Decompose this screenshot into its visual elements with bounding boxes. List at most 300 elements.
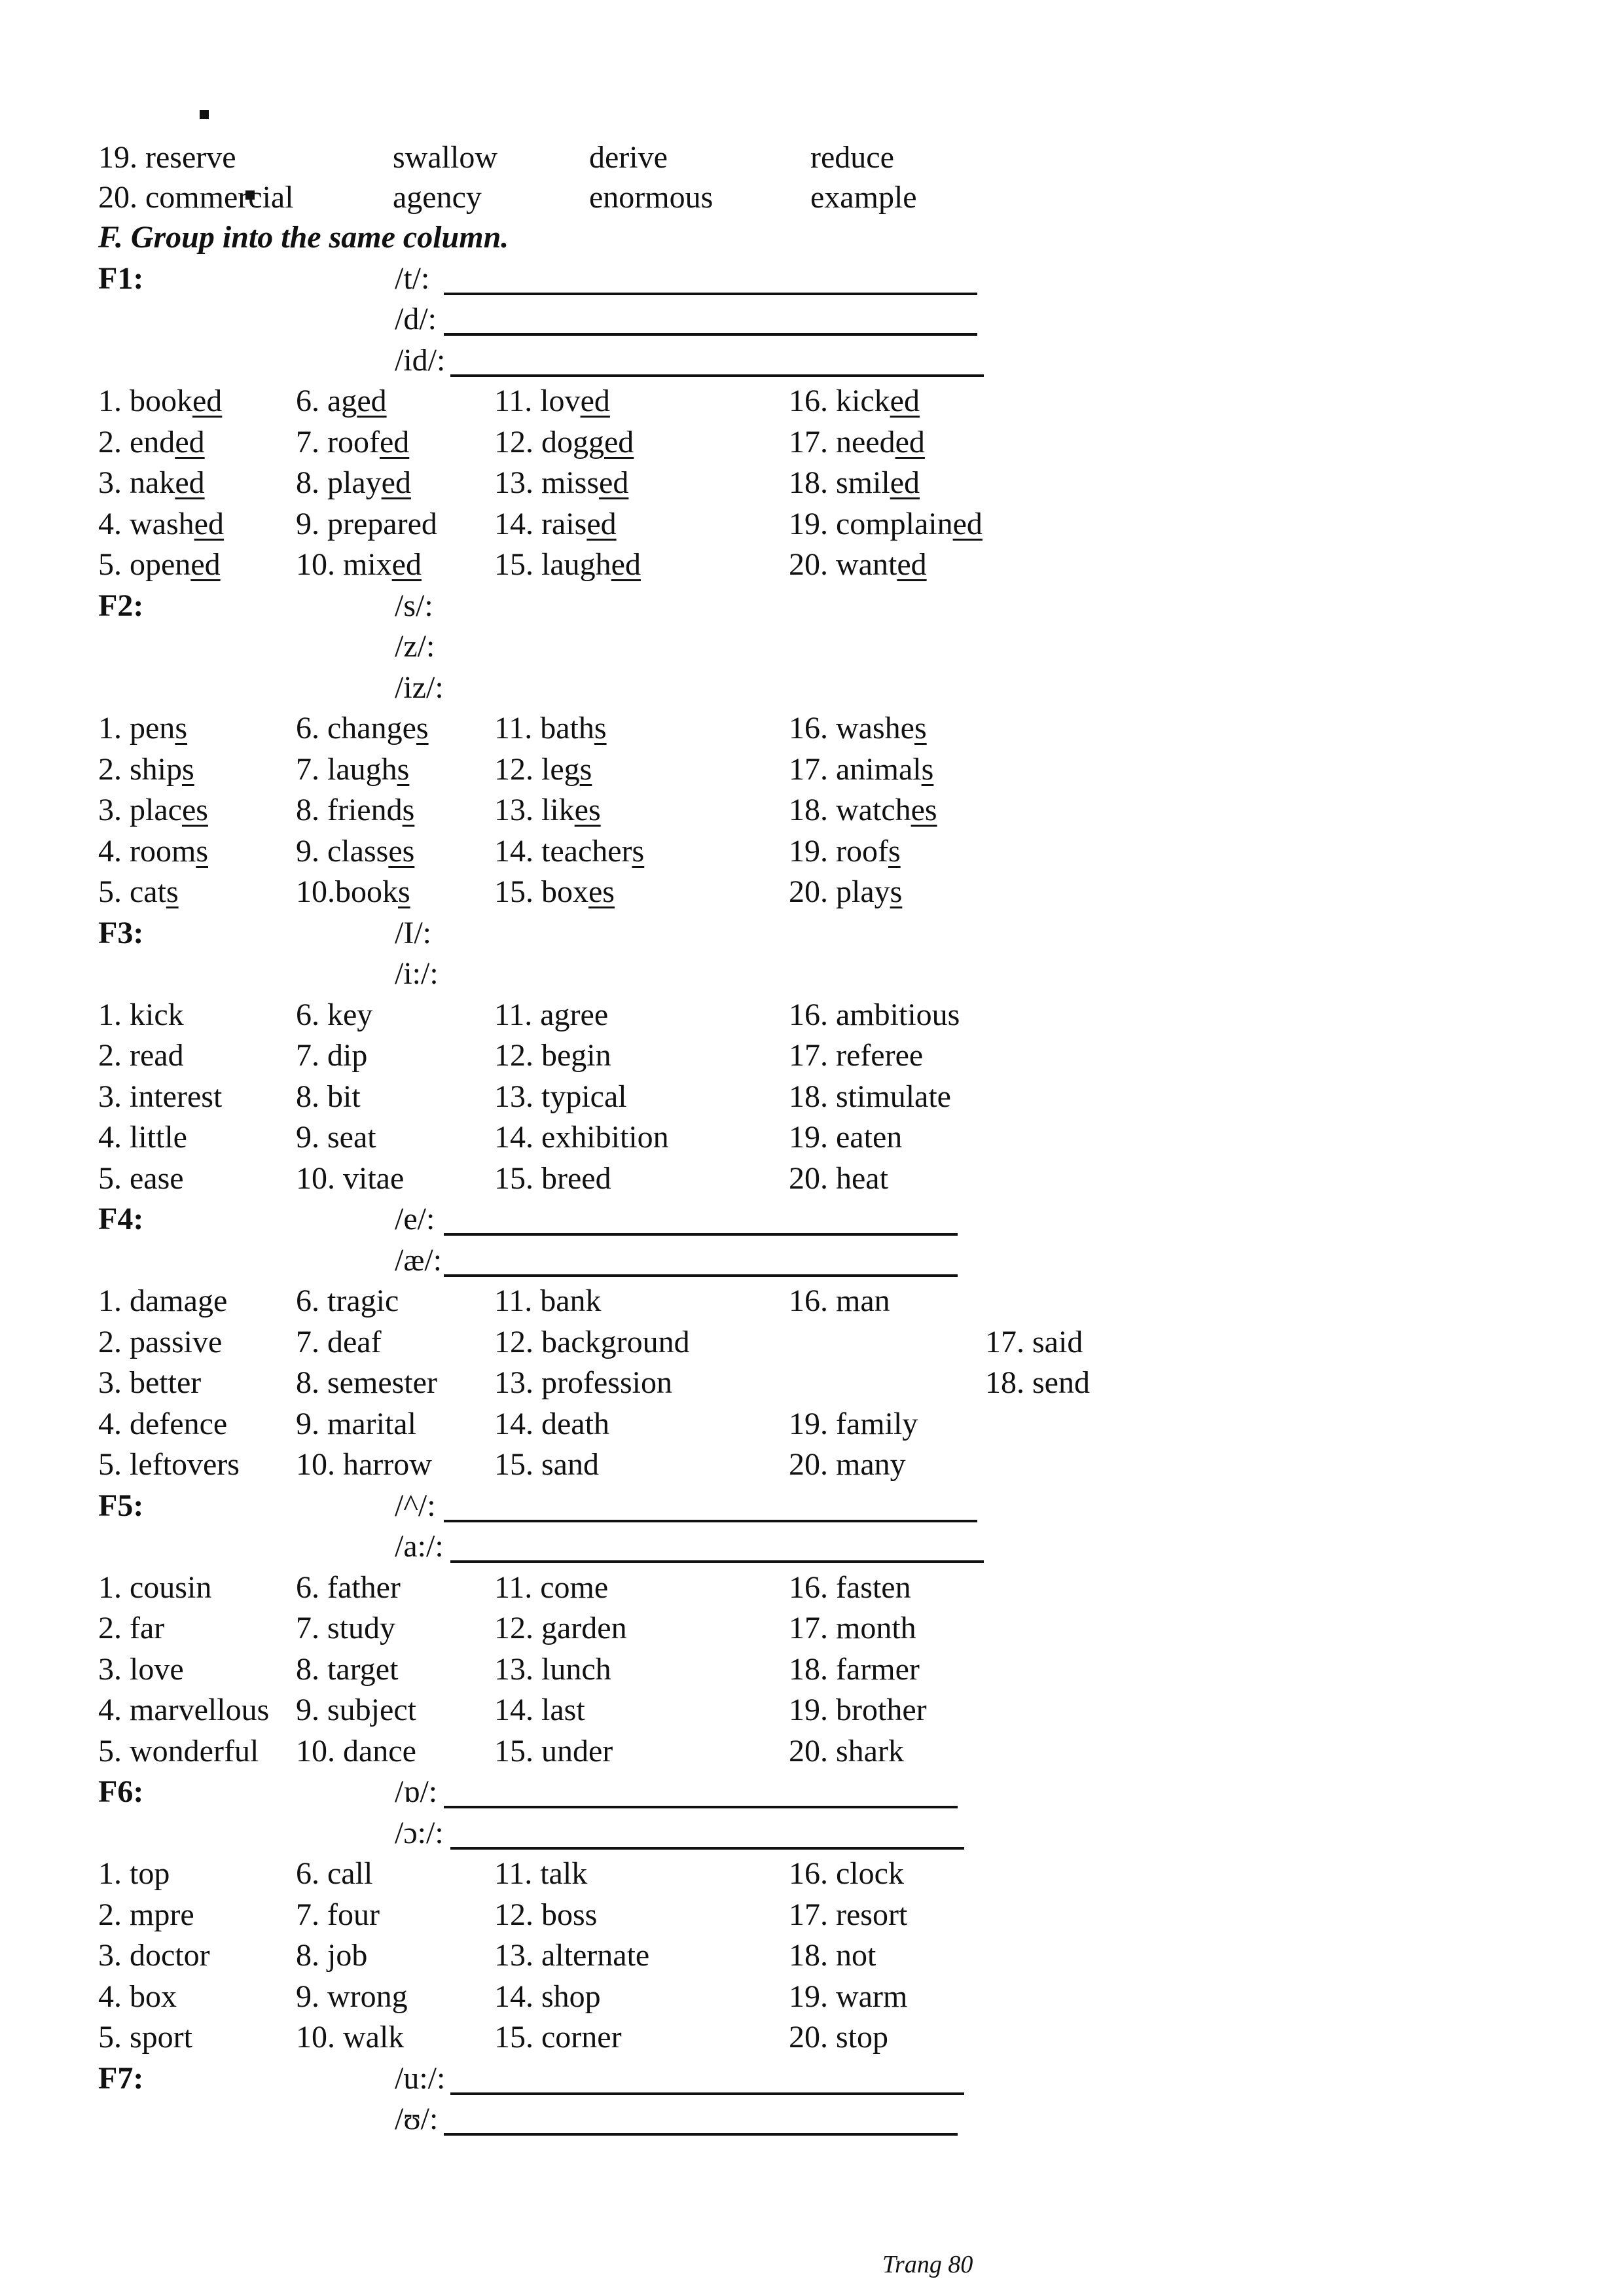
word-item — [985, 1363, 1090, 1403]
underlined-ending: s — [398, 874, 410, 909]
word-item — [98, 1977, 177, 2017]
word-item — [494, 1444, 599, 1485]
word-item — [296, 1322, 382, 1363]
word-text: 2. read — [98, 1038, 184, 1073]
word-text: 12. leg — [494, 751, 580, 787]
word-text: 15. laugh — [494, 547, 611, 582]
word-item — [296, 1363, 437, 1403]
word-text: 4. room — [98, 833, 196, 869]
word-text: 6. ag — [296, 384, 357, 418]
word-item — [494, 1363, 672, 1403]
word-text: 7. laugh — [296, 751, 397, 787]
word-text: 19. family — [789, 1406, 918, 1441]
answer-blank-line — [450, 374, 984, 377]
word-item — [789, 463, 920, 503]
word-text: 5. open — [98, 547, 191, 582]
word-text: 13. typical — [494, 1079, 627, 1114]
group-label: F5: — [98, 1488, 144, 1523]
word-item — [296, 1690, 416, 1731]
word-item — [789, 1035, 923, 1076]
word-text: 3. doctor — [98, 1938, 210, 1973]
word-text: 16. kick — [789, 384, 890, 418]
word-text: 2. ship — [98, 751, 183, 787]
word-text: 16. washe — [789, 711, 914, 745]
phoneme-symbol: /id/: — [395, 342, 446, 378]
answer-blank-line — [444, 1520, 977, 1522]
word-text: 12. begin — [494, 1038, 611, 1073]
word-text: 6. tragic — [296, 1283, 399, 1318]
word-item — [789, 1649, 920, 1690]
underlined-ending: s — [914, 711, 927, 745]
word-text: 2. end — [98, 424, 175, 459]
word-item — [494, 831, 644, 872]
word-item — [494, 1608, 627, 1649]
word-item — [296, 872, 410, 912]
underlined-ending: es — [181, 793, 208, 827]
word-item — [98, 504, 224, 545]
word-text: 8. target — [296, 1651, 399, 1687]
word-text: 19. warm — [789, 1979, 908, 2014]
word-item — [98, 1690, 269, 1731]
word-item — [789, 1404, 918, 1444]
word-text: 6. key — [296, 997, 373, 1032]
word-text: 15. breed — [494, 1160, 611, 1196]
word-item — [98, 1731, 259, 1772]
word-item — [98, 995, 184, 1035]
word-item — [494, 381, 610, 422]
word-item — [98, 1322, 222, 1363]
word-text: 10. mix — [296, 547, 392, 582]
word-text: 16. fasten — [789, 1570, 911, 1605]
word-text: 13. alternate — [494, 1938, 650, 1973]
item-number-word: 20. commercial — [98, 180, 294, 215]
word-item — [296, 831, 414, 872]
word-text: 6. call — [296, 1856, 373, 1891]
word-item — [98, 422, 205, 463]
phoneme-symbol: /u:/: — [395, 2060, 446, 2096]
word-item — [98, 2017, 192, 2058]
word-item — [789, 1281, 890, 1321]
word-text: 3. interest — [98, 1079, 223, 1114]
underlined-ending: s — [594, 711, 607, 745]
phoneme-symbol: /d/: — [395, 302, 437, 336]
word-text: 9. wrong — [296, 1979, 408, 2014]
word-text: 8. bit — [296, 1079, 361, 1114]
word-text: 7. deaf — [296, 1324, 382, 1359]
word-text: 7. roof — [296, 424, 380, 459]
underlined-ending: ed — [599, 465, 629, 500]
word-item — [789, 1977, 907, 2017]
word-item — [494, 1281, 602, 1321]
word-text: 15. corner — [494, 2020, 622, 2054]
word-item — [98, 790, 208, 831]
word-item — [98, 831, 208, 872]
answer-blank-line — [444, 1274, 958, 1277]
word-text: 5. sport — [98, 2020, 192, 2054]
word-text: 19. complain — [789, 506, 953, 541]
word-item — [789, 1444, 906, 1485]
answer-blank-line — [444, 333, 977, 336]
answer-blank-line — [444, 1233, 958, 1236]
word-text: 11. talk — [494, 1856, 588, 1891]
word-item — [98, 1568, 211, 1608]
word-item — [789, 1568, 911, 1608]
word-item — [296, 504, 437, 545]
underlined-ending: s — [632, 833, 645, 869]
phoneme-symbol: /iz/: — [395, 670, 444, 705]
word-text: 12. dogg — [494, 424, 604, 459]
word-item — [296, 1281, 399, 1321]
word-text: 17. month — [789, 1611, 916, 1645]
word-text: 9. seat — [296, 1120, 376, 1155]
word-item — [296, 790, 414, 831]
word-item — [98, 1895, 194, 1935]
word-item — [98, 1404, 227, 1444]
word-item — [789, 1117, 902, 1158]
option-word: reduce — [810, 140, 894, 175]
word-item — [296, 995, 372, 1035]
word-item — [789, 1608, 916, 1649]
word-text: 19. eaten — [789, 1120, 903, 1155]
word-text: 15. sand — [494, 1447, 599, 1482]
word-text: 10. vitae — [296, 1160, 405, 1196]
word-item — [98, 1854, 170, 1894]
word-item — [98, 749, 194, 790]
word-item — [494, 790, 601, 831]
word-text: 9. prepared — [296, 506, 437, 541]
word-item — [789, 1690, 927, 1731]
underlined-ending: ed — [379, 424, 410, 459]
word-text: 14. last — [494, 1693, 585, 1727]
word-text: 3. better — [98, 1365, 202, 1400]
word-text: 14. exhibition — [494, 1120, 669, 1155]
word-text: 11. agree — [494, 997, 609, 1032]
underlined-ending: ed — [580, 384, 610, 418]
word-text: 17. animal — [789, 751, 922, 787]
word-text: 11. come — [494, 1570, 609, 1605]
word-text: 20. heat — [789, 1160, 888, 1196]
word-text: 4. box — [98, 1979, 177, 2014]
word-text: 2. passive — [98, 1324, 223, 1359]
word-item — [98, 1035, 184, 1076]
word-item — [789, 1077, 951, 1117]
answer-blank-line — [450, 2092, 964, 2095]
phoneme-symbol: /ʊ/: — [395, 2102, 439, 2136]
underlined-ending: ed — [381, 465, 411, 500]
word-text: 14. shop — [494, 1979, 601, 2014]
word-text: 7. dip — [296, 1038, 368, 1073]
phoneme-symbol: /s/: — [395, 588, 433, 623]
word-item — [296, 1444, 432, 1485]
underlined-ending: s — [175, 711, 187, 745]
word-item — [494, 1977, 601, 2017]
underlined-ending: s — [921, 751, 934, 787]
underlined-ending: ed — [604, 424, 634, 459]
word-item — [98, 708, 187, 749]
word-item — [789, 790, 937, 831]
word-item — [98, 1649, 184, 1690]
word-text: 4. wash — [98, 506, 194, 541]
phoneme-symbol: /I/: — [395, 915, 431, 950]
word-item — [296, 708, 429, 749]
word-text: 1. pen — [98, 711, 175, 745]
word-text: 18. stimulate — [789, 1079, 951, 1114]
word-item — [789, 1895, 907, 1935]
word-item — [98, 381, 222, 422]
group-label: F4: — [98, 1202, 144, 1236]
underlined-ending: ed — [357, 384, 387, 418]
word-item — [494, 1117, 669, 1158]
underlined-ending: s — [166, 874, 179, 909]
word-item — [98, 1117, 187, 1158]
word-item — [98, 1363, 201, 1403]
word-item — [494, 1731, 613, 1772]
word-item — [494, 749, 592, 790]
word-text: 3. plac — [98, 793, 182, 827]
word-text: 5. ease — [98, 1160, 184, 1196]
word-text: 18. smil — [789, 465, 890, 500]
option-word: swallow — [393, 140, 497, 175]
word-text: 19. brother — [789, 1693, 927, 1727]
word-text: 13. profession — [494, 1365, 672, 1400]
word-text: 11. lov — [494, 384, 581, 418]
word-item — [494, 1322, 690, 1363]
word-text: 16. clock — [789, 1856, 904, 1891]
word-text: 2. mpre — [98, 1897, 194, 1932]
word-text: 4. defence — [98, 1406, 228, 1441]
underlined-ending: ed — [175, 424, 205, 459]
word-item — [494, 1158, 611, 1199]
word-item — [494, 708, 607, 749]
word-text: 18. not — [789, 1938, 876, 1973]
word-item — [789, 708, 927, 749]
word-item — [98, 1158, 184, 1199]
word-text: 11. bath — [494, 711, 594, 745]
word-text: 17. referee — [789, 1038, 924, 1073]
underlined-ending: ed — [890, 465, 920, 500]
underlined-ending: s — [416, 711, 429, 745]
phoneme-symbol: /æ/: — [395, 1242, 442, 1278]
word-text: 18. watch — [789, 793, 911, 827]
word-text: 13. lik — [494, 793, 575, 827]
word-text: 3. nak — [98, 465, 175, 500]
word-text: 8. job — [296, 1938, 368, 1973]
word-text: 10. harrow — [296, 1447, 432, 1482]
word-item — [494, 1649, 611, 1690]
word-text: 14. teacher — [494, 833, 632, 869]
word-item — [296, 1649, 398, 1690]
word-text: 8. play — [296, 465, 382, 500]
word-item — [296, 1977, 408, 2017]
word-item — [789, 545, 927, 585]
word-text: 8. semester — [296, 1365, 437, 1400]
word-item — [789, 504, 983, 545]
word-text: 17. need — [789, 424, 895, 459]
word-text: 15. box — [494, 874, 588, 909]
underlined-ending: ed — [190, 547, 221, 582]
word-item — [985, 1322, 1083, 1363]
underlined-ending: ed — [175, 465, 205, 500]
word-item — [296, 1854, 372, 1894]
word-item — [494, 1077, 627, 1117]
answer-blank-line — [444, 293, 977, 295]
word-text: 17. said — [985, 1324, 1083, 1359]
word-text: 1. book — [98, 384, 192, 418]
word-item — [494, 1568, 608, 1608]
word-text: 2. far — [98, 1611, 165, 1645]
word-item — [296, 1117, 376, 1158]
answer-blank-line — [450, 1847, 964, 1850]
word-text: 10.book — [296, 874, 398, 909]
word-item — [494, 504, 617, 545]
underlined-ending: es — [574, 793, 601, 827]
word-item — [789, 749, 933, 790]
underlined-ending: s — [888, 833, 901, 869]
word-text: 17. resort — [789, 1897, 908, 1932]
word-text: 5. cat — [98, 874, 166, 909]
word-item — [789, 1935, 876, 1976]
word-text: 7. four — [296, 1897, 380, 1932]
underlined-ending: ed — [611, 547, 641, 582]
underlined-ending: es — [388, 833, 415, 869]
word-text: 16. ambitious — [789, 997, 960, 1032]
word-text: 9. subject — [296, 1693, 416, 1727]
word-item — [296, 1404, 416, 1444]
group-label: F2: — [98, 588, 144, 623]
group-label: F1: — [98, 260, 144, 296]
word-text: 1. kick — [98, 997, 184, 1032]
word-item — [296, 1568, 401, 1608]
word-text: 20. play — [789, 874, 890, 909]
answer-blank-line — [444, 1806, 958, 1808]
word-item — [296, 463, 411, 503]
word-item — [494, 872, 615, 912]
word-text: 18. send — [985, 1365, 1090, 1400]
word-item — [98, 1608, 164, 1649]
group-label: F3: — [98, 915, 144, 950]
option-word: enormous — [589, 180, 713, 215]
word-item — [789, 2017, 888, 2058]
word-item — [494, 1854, 587, 1894]
word-text: 4. little — [98, 1120, 187, 1155]
phoneme-symbol: /^/: — [395, 1488, 436, 1523]
answer-blank-line — [450, 1560, 984, 1563]
word-text: 13. miss — [494, 465, 600, 500]
word-text: 14. rais — [494, 506, 587, 541]
word-text: 12. garden — [494, 1611, 627, 1645]
word-item — [494, 995, 608, 1035]
word-item — [296, 1935, 367, 1976]
word-text: 10. walk — [296, 2020, 405, 2054]
word-text: 15. under — [494, 1733, 613, 1768]
word-item — [494, 1035, 611, 1076]
word-item — [494, 2017, 622, 2058]
word-text: 7. study — [296, 1611, 396, 1645]
option-word: agency — [393, 180, 482, 215]
word-item — [789, 872, 902, 912]
word-text: 18. farmer — [789, 1651, 920, 1687]
option-word: derive — [589, 140, 668, 175]
underlined-ending: s — [196, 833, 209, 869]
word-item — [296, 1035, 367, 1076]
word-text: 8. friend — [296, 793, 403, 827]
word-item — [494, 1935, 649, 1976]
word-text: 1. damage — [98, 1283, 228, 1318]
phoneme-symbol: /e/: — [395, 1202, 435, 1236]
group-label: F6: — [98, 1774, 144, 1809]
word-text: 14. death — [494, 1406, 609, 1441]
word-item — [494, 1895, 597, 1935]
phoneme-symbol: /ɒ/: — [395, 1774, 438, 1809]
underlined-ending: s — [402, 793, 415, 827]
word-text: 6. father — [296, 1570, 401, 1605]
underlined-ending: s — [397, 751, 410, 787]
word-text: 20. want — [789, 547, 897, 582]
word-text: 1. top — [98, 1856, 170, 1891]
word-item — [789, 1731, 904, 1772]
word-text: 9. class — [296, 833, 389, 869]
word-text: 3. love — [98, 1651, 184, 1687]
word-item — [789, 422, 925, 463]
underlined-ending: ed — [895, 424, 925, 459]
underlined-ending: s — [579, 751, 592, 787]
word-item — [98, 1935, 210, 1976]
option-word: example — [810, 180, 917, 215]
word-item — [296, 1077, 361, 1117]
group-label: F7: — [98, 2060, 144, 2096]
phoneme-symbol: /ɔ:/: — [395, 1815, 444, 1850]
word-item — [296, 2017, 404, 2058]
bullet-square-icon — [200, 110, 209, 119]
word-item — [296, 1731, 416, 1772]
underlined-ending: ed — [192, 384, 223, 418]
underlined-ending: ed — [897, 547, 927, 582]
item-number-word: 19. reserve — [98, 140, 236, 175]
word-item — [296, 1895, 380, 1935]
word-text: 9. marital — [296, 1406, 416, 1441]
word-text: 10. dance — [296, 1733, 416, 1768]
word-item — [789, 1854, 904, 1894]
word-item — [494, 545, 641, 585]
phoneme-symbol: /a:/: — [395, 1529, 444, 1564]
word-text: 11. bank — [494, 1283, 602, 1318]
word-item — [98, 1281, 227, 1321]
word-text: 20. many — [789, 1447, 906, 1482]
word-text: 5. wonderful — [98, 1733, 259, 1768]
underlined-ending: ed — [194, 506, 224, 541]
word-item — [296, 381, 387, 422]
underlined-ending: ed — [890, 384, 920, 418]
word-item — [494, 422, 634, 463]
underlined-ending: s — [182, 751, 194, 787]
word-text: 20. shark — [789, 1733, 904, 1768]
word-item — [98, 872, 179, 912]
underlined-ending: ed — [391, 547, 422, 582]
word-item — [98, 545, 221, 585]
word-item — [789, 381, 920, 422]
word-text: 20. stop — [789, 2020, 889, 2054]
word-item — [789, 831, 901, 872]
answer-blank-line — [444, 2133, 958, 2136]
word-text: 1. cousin — [98, 1570, 212, 1605]
word-text: 12. background — [494, 1324, 690, 1359]
word-item — [494, 1690, 585, 1731]
word-item — [296, 749, 409, 790]
word-item — [296, 545, 422, 585]
word-item — [494, 463, 628, 503]
underlined-ending: ed — [586, 506, 617, 541]
underlined-ending: es — [588, 874, 615, 909]
